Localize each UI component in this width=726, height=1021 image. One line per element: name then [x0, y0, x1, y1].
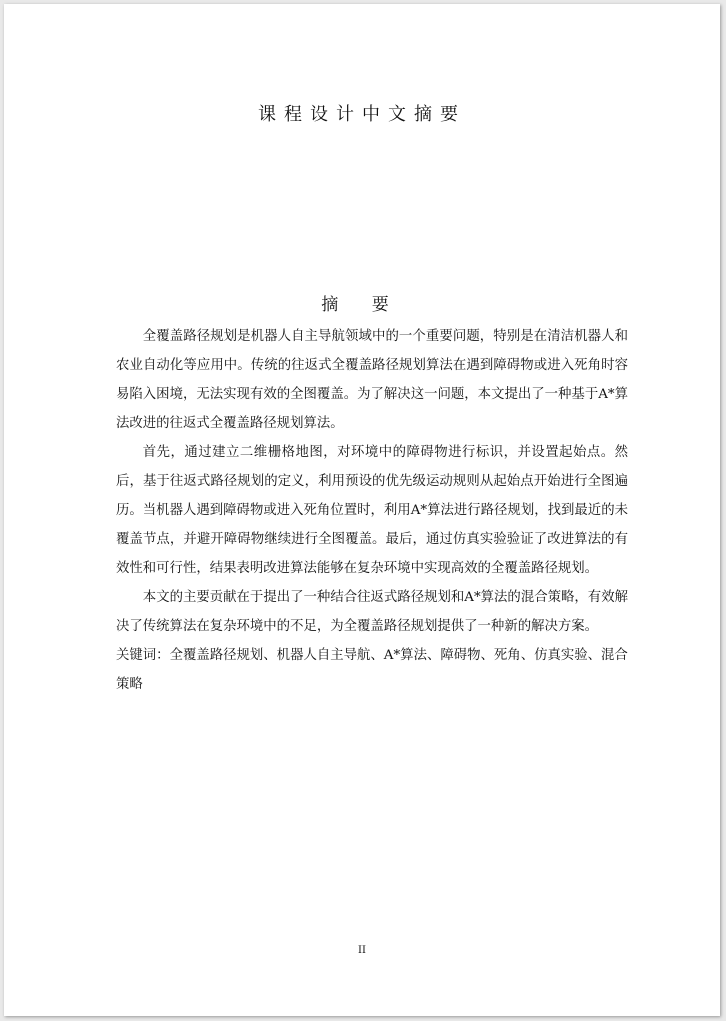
- keywords-label: 关键词：: [116, 648, 170, 663]
- abstract-paragraph: 首先，通过建立二维栅格地图，对环境中的障碍物进行标识，并设置起始点。然后，基于往返式路径规划的定义，利用预设的优先级运动规则从起始点开始进行全图遍历。当机器人遇到障碍物或进入死角位置时，利用A*算法进行路径规划，找到最近的未覆盖节点，并避开障碍物继续进行全图覆盖。最后，通过仿真实验验证了改进算法的有效性和可行性，结果表明改进算法能够在复杂环境中实现高效的全覆盖路径规划。: [116, 445, 628, 576]
- abstract-paragraph: 本文的主要贡献在于提出了一种结合往返式路径规划和A*算法的混合策略，有效解决了传统算法在复杂环境中的不足，为全覆盖路径规划提供了一种新的解决方案。: [116, 590, 628, 634]
- page-title: 课程设计中文摘要: [258, 104, 466, 125]
- keywords-line: [116, 641, 628, 699]
- document-page: [4, 4, 720, 1016]
- abstract-heading: 摘 要: [321, 295, 403, 315]
- keywords-text: 全覆盖路径规划、机器人自主导航、A*算法、障碍物、死角、仿真实验、混合策略: [116, 648, 628, 692]
- abstract-body: [116, 322, 628, 699]
- page-number: II: [358, 945, 366, 956]
- abstract-paragraph: 全覆盖路径规划是机器人自主导航领域中的一个重要问题，特别是在清洁机器人和农业自动化等应用中。传统的往返式全覆盖路径规划算法在遇到障碍物或进入死角时容易陷入困境，无法实现有效的全图覆盖。为了解决这一问题，本文提出了一种基于A*算法改进的往返式全覆盖路径规划算法。: [116, 329, 628, 431]
